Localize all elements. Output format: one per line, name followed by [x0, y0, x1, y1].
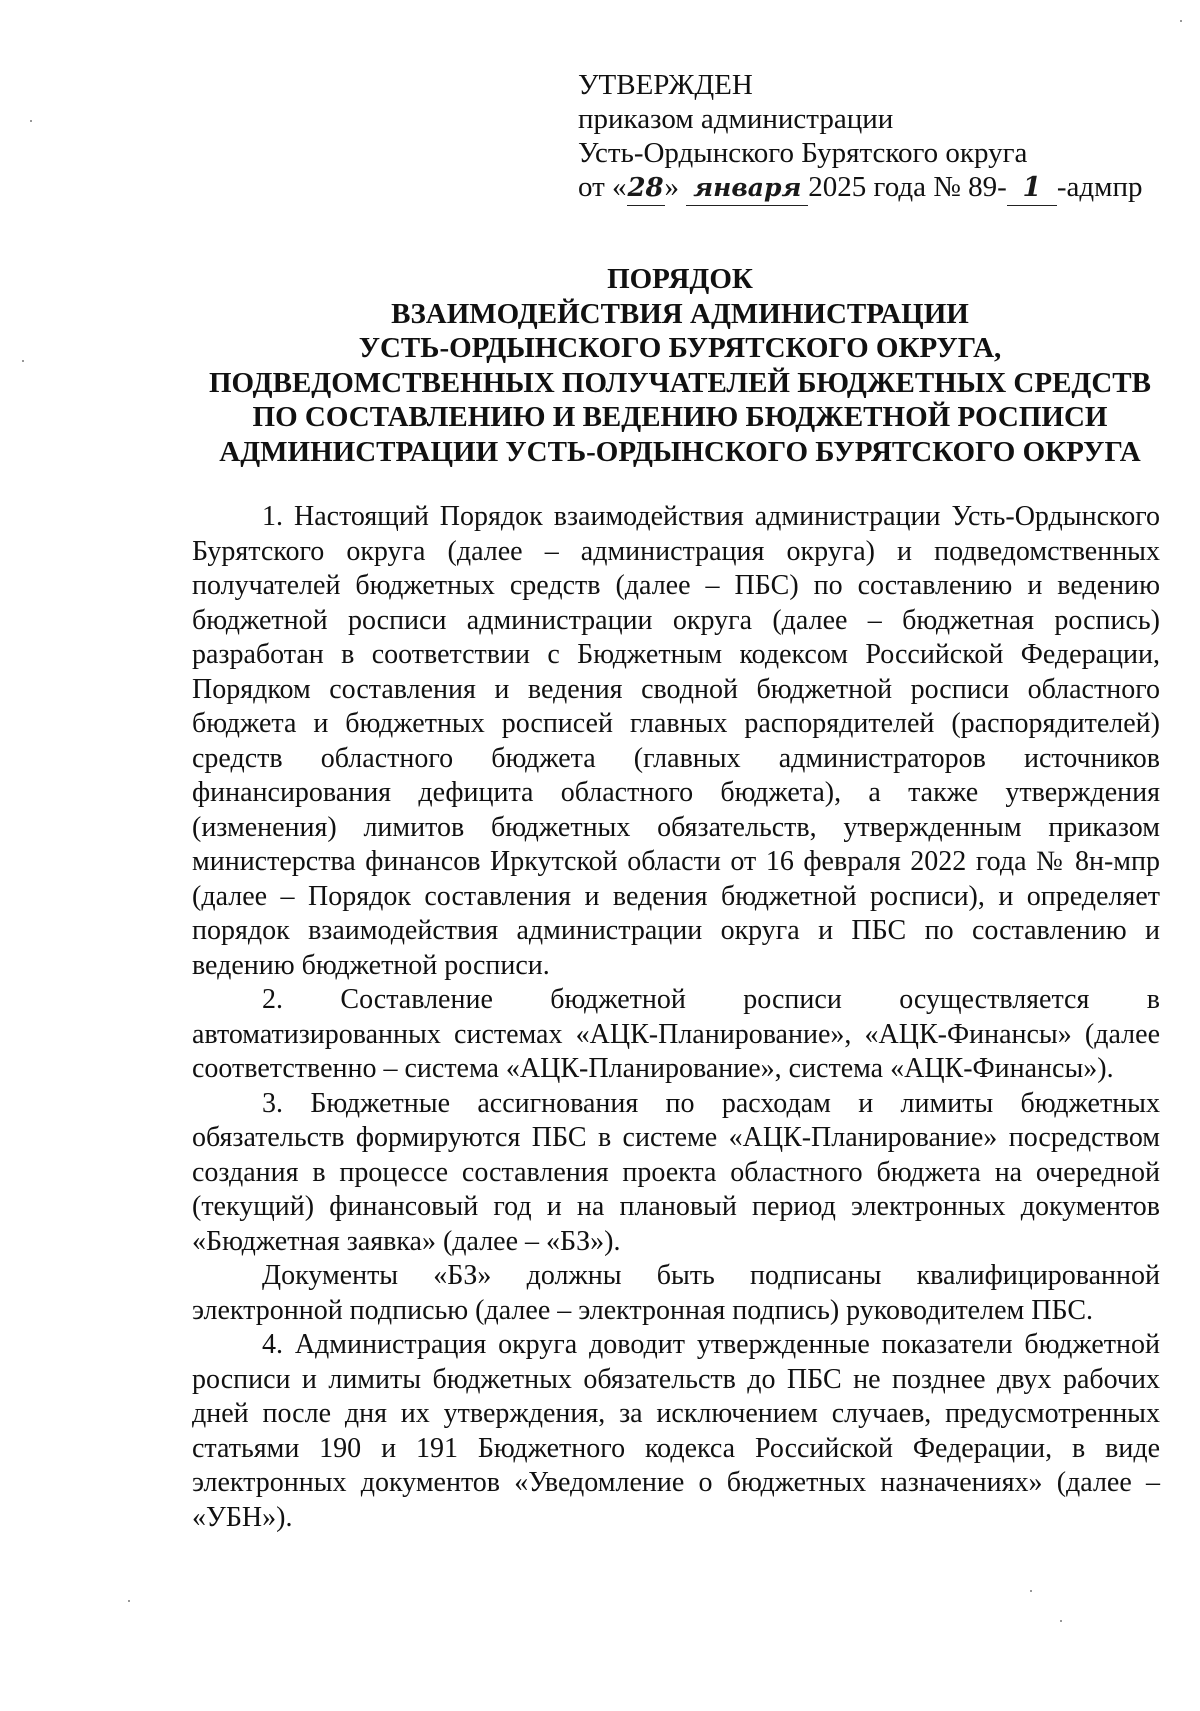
title-line-4: ПОДВЕДОМСТВЕННЫХ ПОЛУЧАТЕЛЕЙ БЮДЖЕТНЫХ СРЕДСТВ	[208, 366, 1151, 399]
title-line-1: ПОРЯДОК	[607, 263, 753, 295]
date-prefix: от «	[578, 171, 627, 203]
scan-speck	[1180, 20, 1182, 22]
scan-speck	[22, 360, 24, 362]
document-body	[192, 500, 1160, 1535]
paragraph-2: 2. Составление бюджетной росписи осуществляется в автоматизированных системах «АЦК-Планирование», «АЦК-Финансы» (далее соответственно – система «АЦК-Планирование», система «АЦК-Финансы»).	[192, 984, 1160, 1084]
date-quote-close: »	[664, 171, 680, 203]
paragraph-3: 3. Бюджетные ассигнования по расходам и лимиты бюджетных обязательств формируются ПБС в системе «АЦК-Планирование» посредством создания в процессе составления проекта областного бюджета на очередной (текущий) финансовый год и на плановый период электронных документов «Бюджетная заявка» (далее – «БЗ»).	[192, 1087, 1160, 1257]
handwritten-doc-number: 1	[1007, 171, 1057, 206]
title-line-3: УСТЬ-ОРДЫНСКОГО БУРЯТСКОГО ОКРУГА,	[358, 332, 1002, 364]
paragraph-1: 1. Настоящий Порядок взаимодействия администрации Усть-Ордынского Бурятского округа (далее – администрация округа) и подведомственных получателей бюджетных средств (далее – ПБС) по составлению и ведению бюджетной росписи администрации округа (далее – бюджетная роспись) разработан в соответствии с Бюджетным кодексом Российской Федерации, Порядком составления и ведения сводной бюджетной росписи областного бюджета и бюджетных росписей главных распорядителей (распорядителей) средств областного бюджета (главных администраторов источников финансирования дефицита областного бюджета), а также утверждения (изменения) лимитов бюджетных обязательств, утвержденным приказом министерства финансов Иркутской области от 16 февраля 2022 года № 8н-мпр (далее – Порядок составления и ведения бюджетной росписи), и определяет порядок взаимодействия администрации округа и ПБС по составлению и ведению бюджетной росписи.	[192, 501, 1160, 981]
document-title	[120, 262, 1200, 469]
handwritten-month: января	[686, 171, 808, 206]
date-year-number: 2025 года № 89-	[808, 171, 1007, 203]
paragraph-4: 4. Администрация округа доводит утвержденные показатели бюджетной росписи и лимиты бюджетных обязательств до ПБС не позднее двух рабочих дней после дня их утверждения, за исключением случаев, предусмотренных статьями 190 и 191 Бюджетного кодекса Российской Федерации, в виде электронных документов «Уведомление о бюджетных назначениях» (далее – «УБН»).	[192, 1329, 1160, 1533]
scan-speck	[1030, 1590, 1032, 1592]
approval-line-district: Усть-Ордынского Бурятского округа	[578, 137, 1028, 169]
doc-number-suffix: -адмпр	[1056, 171, 1143, 203]
approval-heading: УТВЕРЖДЕН	[578, 69, 753, 101]
approval-date-line	[578, 170, 1143, 206]
approval-line-order: приказом администрации	[578, 103, 894, 135]
title-line-6: АДМИНИСТРАЦИИ УСТЬ-ОРДЫНСКОГО БУРЯТСКОГО ОКРУГА	[219, 435, 1141, 468]
handwritten-day: 28	[627, 171, 665, 206]
scan-speck	[128, 1600, 130, 1602]
approval-block	[578, 68, 1143, 206]
title-line-2: ВЗАИМОДЕЙСТВИЯ АДМИНИСТРАЦИИ	[391, 297, 969, 330]
scan-speck	[30, 120, 32, 122]
scan-speck	[1060, 1620, 1062, 1622]
paragraph-3-signature-note: Документы «БЗ» должны быть подписаны квалифицированной электронной подписью (далее – электронная подпись) руководителем ПБС.	[192, 1260, 1160, 1326]
title-line-5: ПО СОСТАВЛЕНИЮ И ВЕДЕНИЮ БЮДЖЕТНОЙ РОСПИСИ	[252, 401, 1108, 433]
